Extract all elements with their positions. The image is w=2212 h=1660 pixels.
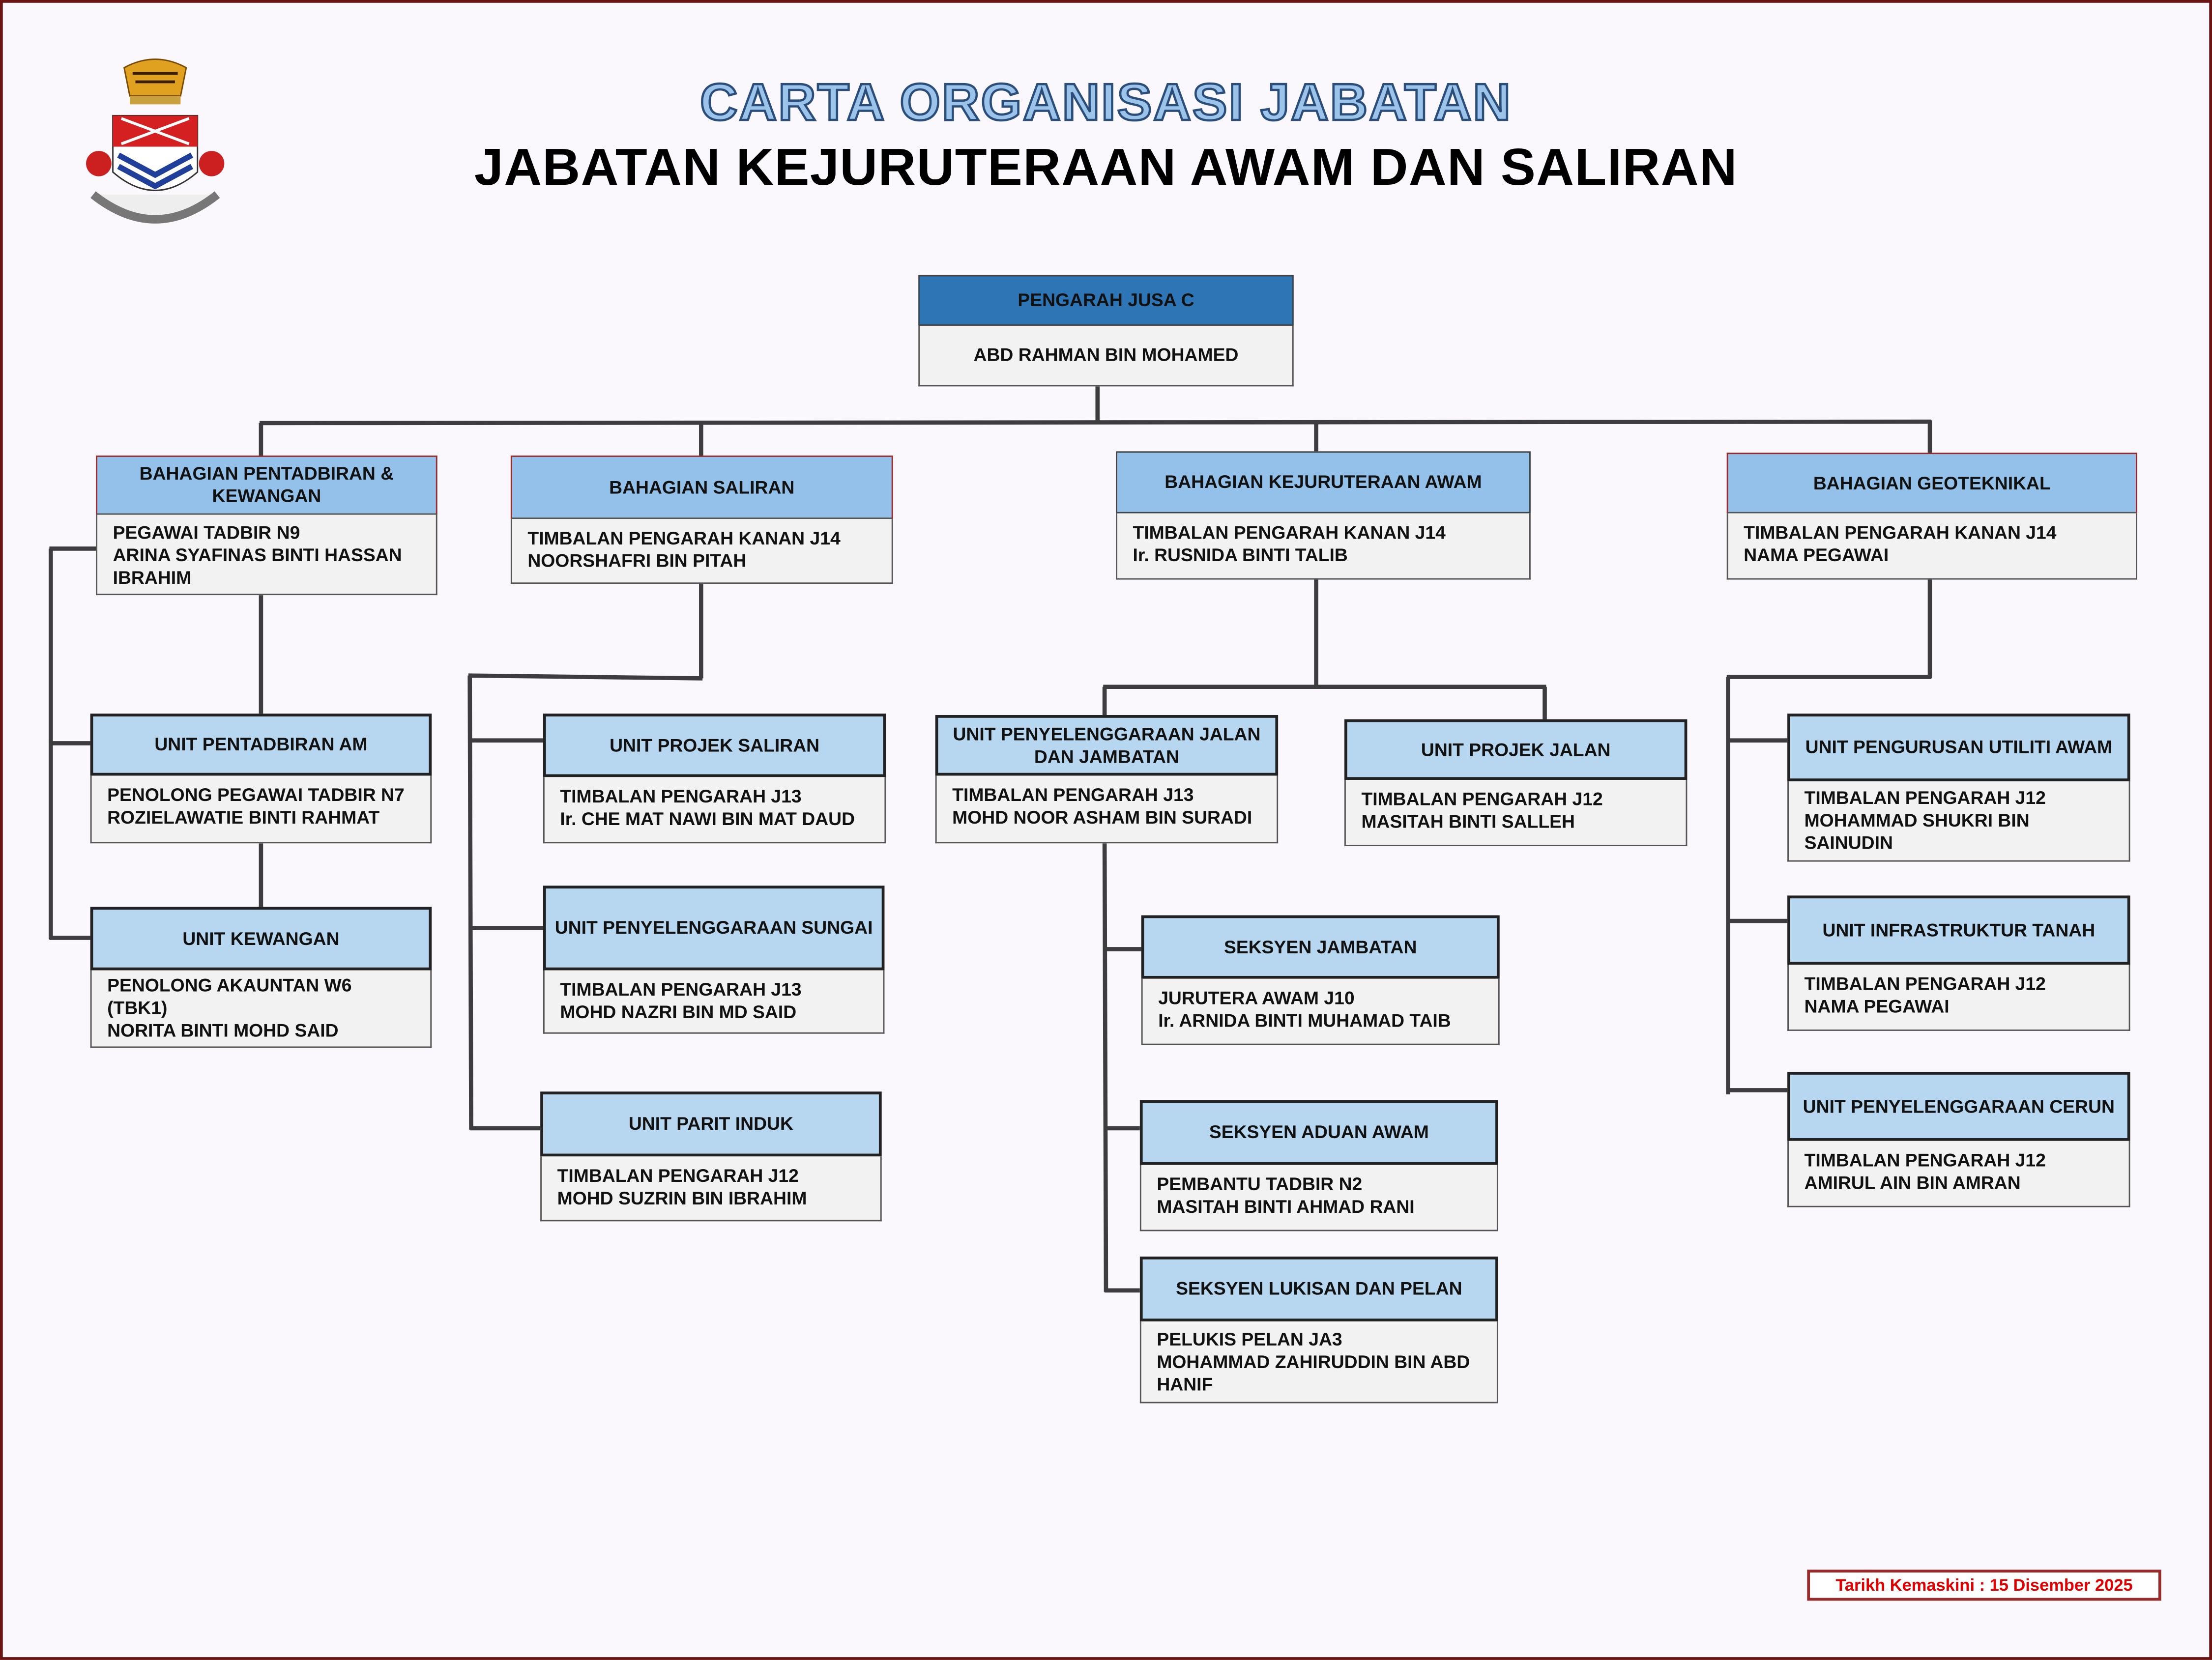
box-header: UNIT PENYELENGGARAAN CERUN bbox=[1787, 1072, 2130, 1141]
officer-name: Ir. RUSNIDA BINTI TALIB bbox=[1133, 544, 1348, 566]
division-box-saliran bbox=[511, 456, 893, 584]
box-body bbox=[1727, 514, 2137, 580]
officer-name: NAMA PEGAWAI bbox=[1804, 996, 1950, 1017]
position: JURUTERA AWAM J10 bbox=[1158, 987, 1355, 1008]
unit-box bbox=[90, 714, 432, 843]
position: PELUKIS PELAN JA3 bbox=[1157, 1328, 1342, 1350]
officer-name: MOHD NAZRI BIN MD SAID bbox=[560, 1001, 797, 1023]
box-body bbox=[1787, 781, 2130, 862]
officer-name: MOHAMMAD ZAHIRUDDIN BIN ABD HANIF bbox=[1157, 1351, 1470, 1395]
position: PEGAWAI TADBIR N9 bbox=[113, 521, 300, 543]
box-header: UNIT PENYELENGGARAAN JALAN DAN JAMBATAN bbox=[935, 715, 1278, 775]
division-box-kejuruteraan-awam bbox=[1116, 451, 1531, 579]
box-body bbox=[1140, 1165, 1498, 1231]
box-header: UNIT PROJEK JALAN bbox=[1344, 719, 1687, 780]
box-body bbox=[1344, 780, 1687, 846]
box-header: UNIT PROJEK SALIRAN bbox=[543, 714, 886, 777]
position: TIMBALAN PENGARAH KANAN J14 bbox=[527, 527, 841, 549]
box-body: ABD RAHMAN BIN MOHAMED bbox=[918, 326, 1293, 386]
officer-name: NOORSHAFRI BIN PITAH bbox=[527, 550, 747, 572]
position: TIMBALAN PENGARAH J13 bbox=[560, 785, 802, 807]
unit-box bbox=[540, 1091, 882, 1221]
box-body bbox=[1787, 965, 2130, 1031]
box-body bbox=[1116, 514, 1531, 580]
officer-name: MASITAH BINTI SALLEH bbox=[1361, 811, 1575, 832]
box-body bbox=[1140, 1321, 1498, 1403]
officer-name: MOHD SUZRIN BIN IBRAHIM bbox=[557, 1187, 807, 1209]
box-body bbox=[1787, 1141, 2130, 1207]
division-box-geoteknikal bbox=[1727, 453, 2137, 579]
position: TIMBALAN PENGARAH J12 bbox=[1804, 787, 2046, 808]
box-header: BAHAGIAN KEJURUTERAAN AWAM bbox=[1116, 451, 1531, 513]
box-body bbox=[90, 775, 432, 843]
box-body bbox=[1141, 979, 1500, 1045]
position: TIMBALAN PENGARAH J12 bbox=[1804, 973, 2046, 995]
officer-name: ARINA SYAFINAS BINTI HASSAN IBRAHIM bbox=[113, 544, 402, 588]
section-box bbox=[1141, 916, 1500, 1045]
officer-name: MOHD NOOR ASHAM BIN SURADI bbox=[952, 806, 1252, 828]
unit-box bbox=[90, 907, 432, 1048]
box-body bbox=[511, 519, 893, 584]
position: PENOLONG PEGAWAI TADBIR N7 bbox=[107, 784, 405, 805]
position: PEMBANTU TADBIR N2 bbox=[1157, 1173, 1363, 1195]
department-title: JABATAN KEJURUTERAAN AWAM DAN SALIRAN bbox=[474, 138, 1738, 196]
box-header: UNIT INFRASTRUKTUR TANAH bbox=[1787, 895, 2130, 965]
position: TIMBALAN PENGARAH J13 bbox=[952, 784, 1194, 805]
director-box bbox=[918, 275, 1293, 387]
officer-name: MASITAH BINTI AHMAD RANI bbox=[1157, 1196, 1415, 1217]
box-header: SEKSYEN LUKISAN DAN PELAN bbox=[1140, 1257, 1498, 1321]
position: TIMBALAN PENGARAH J12 bbox=[557, 1165, 799, 1186]
officer-name: MOHAMMAD SHUKRI BIN SAINUDIN bbox=[1804, 809, 2030, 854]
position: PENOLONG AKAUNTAN W6 (TBK1) bbox=[107, 974, 352, 1019]
unit-box bbox=[1344, 719, 1687, 846]
chart-title: CARTA ORGANISASI JABATAN bbox=[700, 73, 1512, 131]
division-box-pentadbiran bbox=[96, 456, 437, 595]
box-body bbox=[543, 777, 886, 843]
section-box bbox=[1140, 1257, 1498, 1403]
box-header: UNIT KEWANGAN bbox=[90, 907, 432, 970]
unit-box bbox=[543, 714, 886, 843]
box-body bbox=[96, 515, 437, 596]
box-header: BAHAGIAN GEOTEKNIKAL bbox=[1727, 453, 2137, 513]
unit-box bbox=[1787, 895, 2130, 1031]
position: TIMBALAN PENGARAH J12 bbox=[1361, 788, 1603, 810]
section-box bbox=[1140, 1100, 1498, 1231]
box-header: UNIT PENGURUSAN UTILITI AWAM bbox=[1787, 714, 2130, 781]
position: TIMBALAN PENGARAH KANAN J14 bbox=[1133, 521, 1446, 543]
box-header: UNIT PARIT INDUK bbox=[540, 1091, 882, 1156]
box-header: BAHAGIAN SALIRAN bbox=[511, 456, 893, 519]
position: TIMBALAN PENGARAH KANAN J14 bbox=[1744, 521, 2057, 543]
officer-name: Ir. ARNIDA BINTI MUHAMAD TAIB bbox=[1158, 1009, 1451, 1031]
officer-name: AMIRUL AIN BIN AMRAN bbox=[1804, 1172, 2021, 1193]
unit-box bbox=[543, 886, 885, 1033]
box-header: UNIT PENYELENGGARAAN SUNGAI bbox=[543, 886, 885, 970]
position: TIMBALAN PENGARAH J12 bbox=[1804, 1149, 2046, 1171]
box-body bbox=[540, 1156, 882, 1221]
unit-box bbox=[935, 715, 1278, 843]
box-body bbox=[90, 970, 432, 1048]
box-header: SEKSYEN JAMBATAN bbox=[1141, 916, 1500, 979]
box-header: PENGARAH JUSA C bbox=[918, 275, 1293, 326]
unit-box bbox=[1787, 714, 2130, 861]
unit-box bbox=[1787, 1072, 2130, 1207]
box-body bbox=[935, 775, 1278, 843]
officer-name: ROZIELAWATIE BINTI RAHMAT bbox=[107, 806, 380, 828]
officer-name: NORITA BINTI MOHD SAID bbox=[107, 1019, 339, 1041]
box-header: SEKSYEN ADUAN AWAM bbox=[1140, 1100, 1498, 1165]
position: TIMBALAN PENGARAH J13 bbox=[560, 978, 802, 1000]
last-updated-label: Tarikh Kemaskini : 15 Disember 2025 bbox=[1807, 1570, 2161, 1601]
box-header: UNIT PENTADBIRAN AM bbox=[90, 714, 432, 775]
box-body bbox=[543, 970, 885, 1033]
box-header: BAHAGIAN PENTADBIRAN & KEWANGAN bbox=[96, 456, 437, 515]
officer-name: NAMA PEGAWAI bbox=[1744, 544, 1889, 566]
officer-name: Ir. CHE MAT NAWI BIN MAT DAUD bbox=[560, 808, 855, 830]
